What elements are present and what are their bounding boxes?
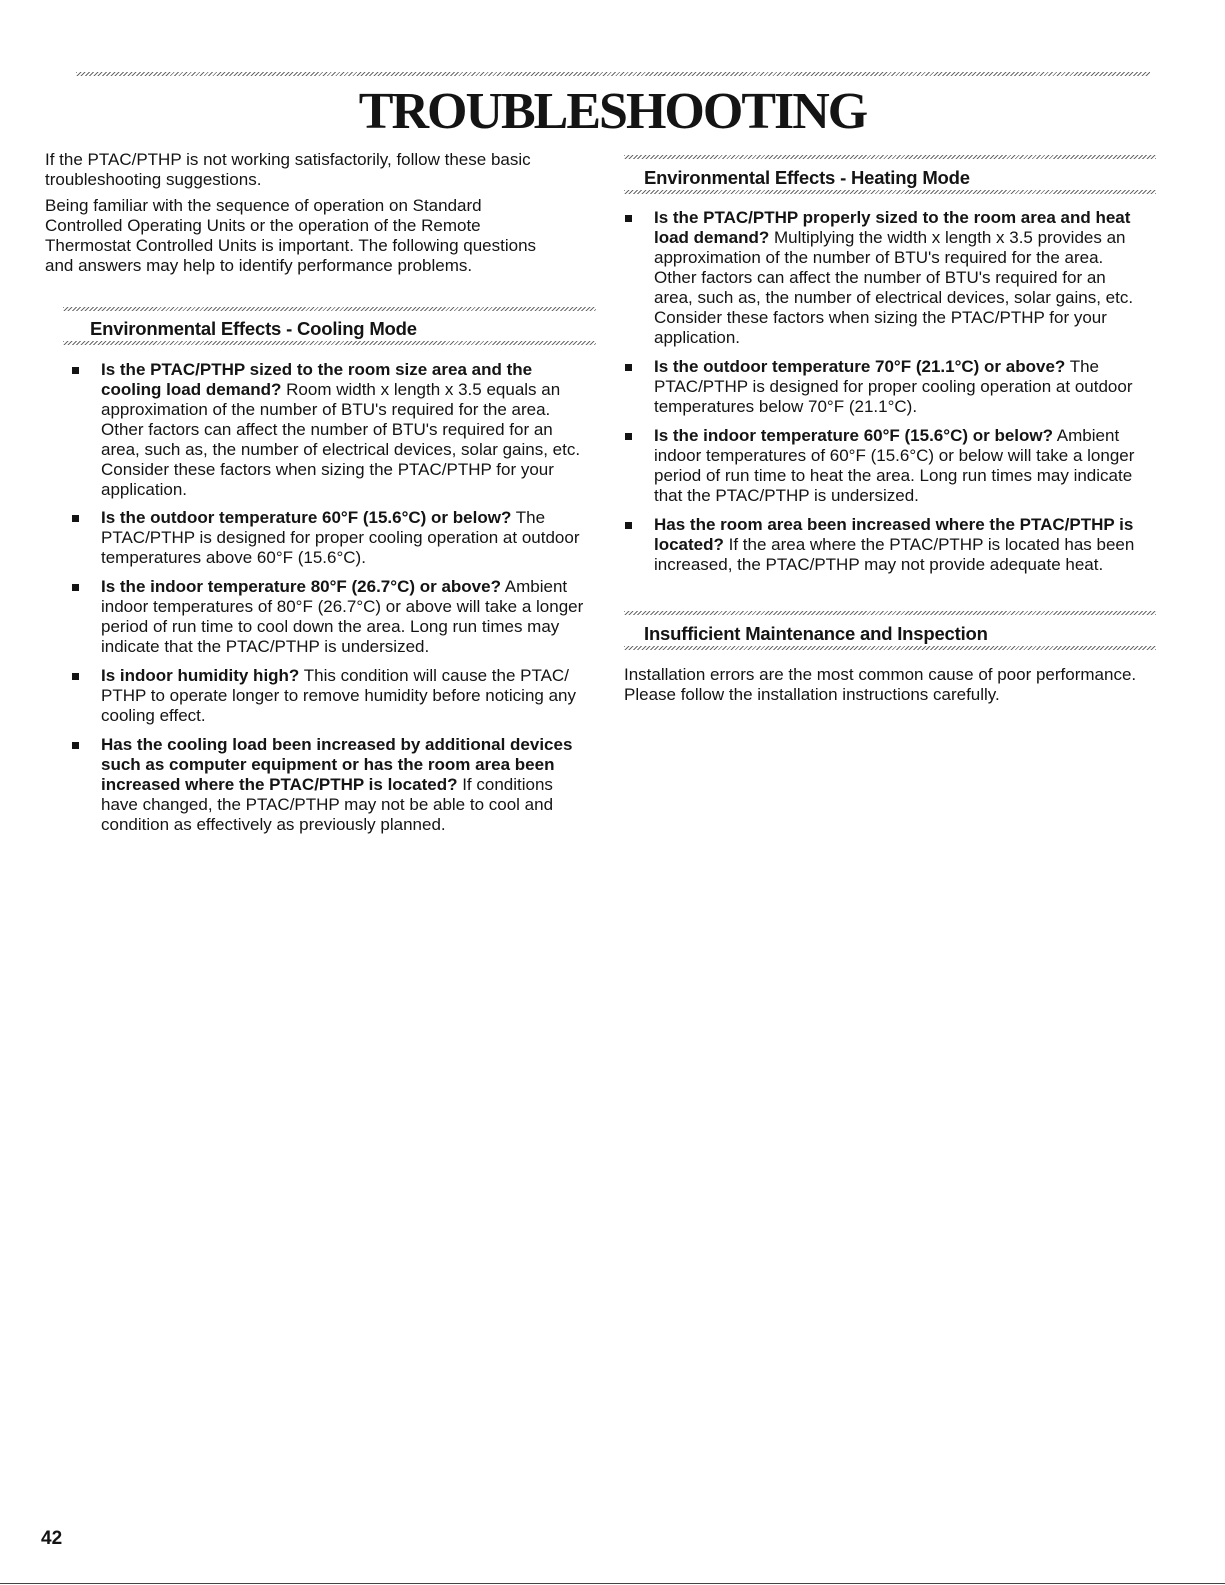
bullet-icon bbox=[72, 742, 79, 749]
question-text: Is the outdoor temperature 70°F (21.1°C) or above? bbox=[654, 357, 1066, 376]
question-text: Is the indoor temperature 60°F (15.6°C) or below? bbox=[654, 426, 1054, 445]
answer-text: Ambient indoor temperatures of 60°F (15.6°C) or below will take a longer period of run time to heat the area. Long run times may indicate that the PTAC/PTHP is undersized. bbox=[654, 426, 1135, 505]
bullet-icon bbox=[625, 433, 632, 440]
heating-item-outdoor-temp bbox=[654, 357, 1146, 417]
heating-item-indoor-temp bbox=[654, 426, 1146, 506]
page-number: 42 bbox=[41, 1528, 63, 1549]
bullet-icon bbox=[72, 515, 79, 522]
bullet-icon bbox=[72, 673, 79, 680]
bullet-icon bbox=[625, 364, 632, 371]
maintenance-section-heading: Insufficient Maintenance and Inspection bbox=[644, 623, 988, 644]
heating-item-sizing bbox=[654, 208, 1146, 348]
maintenance-heading-top-rule bbox=[624, 611, 1156, 615]
question-text: Has the cooling load been increased by additional devices such as computer equipment or has the room area been increased where the PTAC/PTHP is located? bbox=[101, 735, 573, 794]
question-text: Has the room area been increased where the PTAC/PTHP is located? bbox=[654, 515, 1134, 554]
intro-paragraph-1: If the PTAC/PTHP is not working satisfactorily, follow these basic troubleshooting suggestions. bbox=[45, 150, 531, 189]
bullet-icon bbox=[72, 367, 79, 374]
question-text: Is indoor humidity high? bbox=[101, 666, 300, 685]
answer-text: If the area where the PTAC/PTHP is located has been increased, the PTAC/PTHP may not provide adequate heat. bbox=[654, 535, 1135, 574]
cooling-item-outdoor-temp bbox=[101, 508, 589, 568]
cooling-item-sizing bbox=[101, 360, 589, 500]
heating-heading-top-rule bbox=[624, 155, 1156, 159]
intro-paragraph-2: Being familiar with the sequence of operation on Standard Controlled Operating Units or the operation of the Remote Thermostat Controlled Units is important. The following questions and answers may help to identify performance problems. bbox=[45, 196, 537, 275]
answer-text: The PTAC/PTHP is designed for proper cooling operation at outdoor temperatures below 70°F (21.1°C). bbox=[654, 357, 1133, 416]
bullet-icon bbox=[625, 215, 632, 222]
heating-heading-bottom-rule bbox=[624, 190, 1156, 194]
answer-text: Ambient indoor temperatures of 80°F (26.7°C) or above will take a longer period of run time to cool down the area. Long run times may indicate that the PTAC/PTHP is undersized. bbox=[101, 577, 584, 656]
top-divider bbox=[76, 72, 1150, 76]
heating-section-heading: Environmental Effects - Heating Mode bbox=[644, 167, 970, 188]
cooling-item-indoor-temp bbox=[101, 577, 589, 657]
maintenance-paragraph: Installation errors are the most common cause of poor performance. Please follow the installation instructions carefully. bbox=[624, 665, 1137, 704]
answer-text: Room width x length x 3.5 equals an approximation of the number of BTU's required for the area. Other factors can affect the number of BTU's required for an area, such as, the number of electrical devices, solar gains, etc. Consider these factors when sizing the PTAC/PTHP for your application. bbox=[101, 380, 581, 499]
question-text: Is the PTAC/PTHP sized to the room size area and the cooling load demand? bbox=[101, 360, 533, 399]
cooling-heading-top-rule bbox=[63, 307, 596, 311]
answer-text: Multiplying the width x length x 3.5 provides an approximation of the number of BTU's required for the area. Other factors can affect the number of BTU's required for an area, such as, the number of electrical devices, solar gains, etc. Consider these factors when sizing the PTAC/PTHP for your application. bbox=[654, 228, 1134, 347]
question-text: Is the PTAC/PTHP properly sized to the room area and heat load demand? bbox=[654, 208, 1131, 247]
bottom-edge-rule bbox=[0, 1583, 1225, 1584]
bullet-icon bbox=[72, 584, 79, 591]
answer-text: This condition will cause the PTAC/ PTHP to operate longer to remove humidity before noticing any cooling effect. bbox=[101, 666, 577, 725]
cooling-section-heading: Environmental Effects - Cooling Mode bbox=[90, 318, 417, 339]
page-title: TROUBLESHOOTING bbox=[358, 83, 867, 140]
cooling-heading-bottom-rule bbox=[63, 341, 596, 345]
answer-text: The PTAC/PTHP is designed for proper cooling operation at outdoor temperatures above 60°F (15.6°C). bbox=[101, 508, 580, 567]
bullet-icon bbox=[625, 522, 632, 529]
maintenance-heading-bottom-rule bbox=[624, 646, 1156, 650]
question-text: Is the indoor temperature 80°F (26.7°C) or above? bbox=[101, 577, 501, 596]
question-text: Is the outdoor temperature 60°F (15.6°C) or below? bbox=[101, 508, 512, 527]
cooling-item-load-increase bbox=[101, 735, 589, 835]
cooling-item-humidity bbox=[101, 666, 589, 726]
answer-text: If conditions have changed, the PTAC/PTHP may not be able to cool and condition as effectively as previously planned. bbox=[101, 775, 554, 834]
heating-item-area-increase bbox=[654, 515, 1146, 575]
